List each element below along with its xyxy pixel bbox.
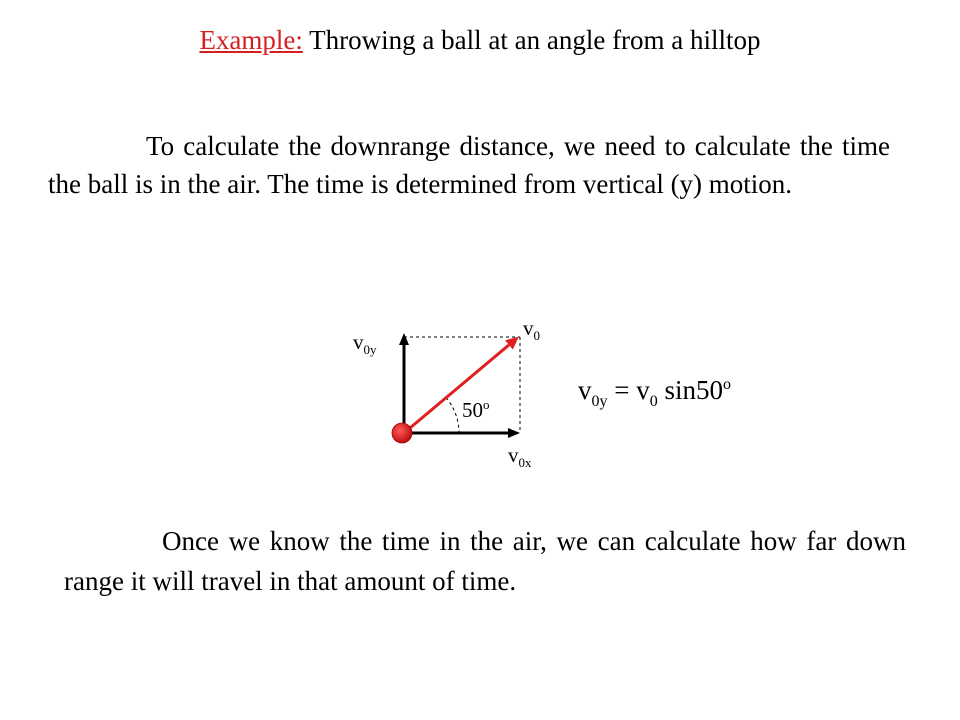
conclusion-paragraph: Once we know the time in the air, we can calculate how far down range it will travel in that amount of time. — [64, 526, 906, 596]
v0y-arrowhead — [399, 333, 409, 345]
title-prefix: Example: — [199, 25, 303, 55]
v0x-label: $v_{0x}$ — [508, 443, 532, 470]
angle-label: 50$^o$ — [462, 397, 490, 422]
ball — [392, 423, 412, 443]
v0-label: $v_0$ — [523, 316, 540, 343]
v0y-label: $v_{0y}$ — [353, 330, 377, 357]
angle-arc — [446, 398, 459, 433]
title-text: Throwing a ball at an angle from a hilltop — [309, 25, 761, 55]
slide-title — [0, 20, 960, 60]
intro-paragraph: To calculate the downrange distance, we need to calculate the time the ball is in the air. The time is determined from vertical (y) motion. — [48, 131, 890, 199]
v0y-equation: $v_{0y} = v_0$ sin50$^o$ — [578, 375, 731, 410]
v0x-arrowhead — [508, 428, 520, 438]
v0-vector-line — [404, 345, 509, 433]
